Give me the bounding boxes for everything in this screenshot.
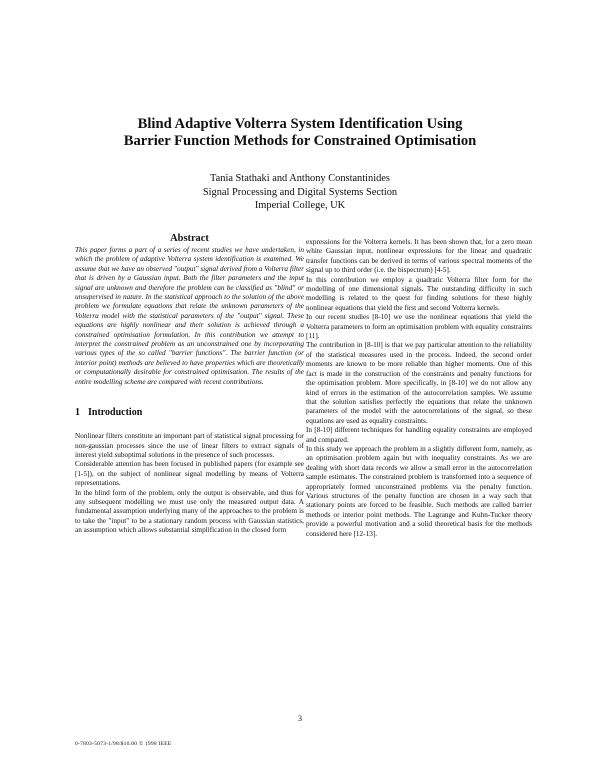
body-paragraph: expressions for the Volterra kernels. It has been shown that, for a zero mean white Gaussian input, nonlinear expressions for the linear and quadratic transfer functions can be derived in terms of various spectral moments of the signal up to third order (i.e. the bispectrum) [4-5].	[306, 238, 532, 275]
section-number: 1	[75, 407, 80, 419]
abstract-heading: Abstract	[170, 233, 209, 244]
body-paragraph: In [8-10] different techniques for handling equality constraints are employed and compared.	[306, 426, 532, 444]
page-number: 3	[298, 714, 302, 723]
author-names: Tania Stathaki and Anthony Constantinides	[210, 173, 390, 184]
intro-paragraph: In the blind form of the problem, only the output is observable, and thus for any subsequent modelling we must use only the measured output data. A fundamental assumption underlying many of the approaches to the problem is to take the "input" to be a stationary random process with Gaussian statistics, an assumption which allows substantial simplification in the closed form	[75, 488, 304, 535]
section-title: Introduction	[88, 407, 143, 419]
paper-title-line-1: Blind Adaptive Volterra System Identification Using	[137, 116, 463, 132]
body-paragraph: In our recent studies [8-10] we use the nonlinear equations that yield the Volterra parameters to form an optimisation problem with equality constraints [11].	[306, 313, 532, 341]
section-heading-introduction	[75, 407, 304, 419]
abstract-body: This paper forms a part of a series of recent studies we have undertaken, in which the problem of adaptive Volterra system identification is examined. We assume that we have an observed "output" signal derived from a Volterra filter that is driven by a Gaussian input. Both the filter parameters and the input signal are unknown and therefore the problem can be classified as "blind" or unsupervised in nature. In the statistical approach to the solution of the above problem we formulate equations that relate the unknown parameters of the Volterra model with the statistical parameters of the "output" signal. These equations are highly nonlinear and their solution is achieved through a constrained optimisation formulation. In this contribution we attempt to interpret the constrained problem as an unconstrained one by incorporating various types of the so called "barrier functions". The barrier function (or interior point) methods are believed to have properties which are theoretically or computationally desirable for constrained optimisation. The results of the entire modelling scheme are compared with recent contributions.	[75, 246, 304, 386]
author-institution: Imperial College, UK	[254, 200, 346, 211]
body-paragraph: The contribution in [8-10] is that we pay particular attention to the reliability of the statistical measures used in the process. Indeed, the second order moments are known to be more reliable than higher moments. One of this fact is made in the construction of the constraints and penalty functions for the optimisation problem. More specifically, in [8-10] we do not allow any kind of errors in the estimation of the autocorrelation samples. We assume that the solution satisfies perfectly the equations that relate the unknown parameters of the model with the autocorrelations of the signal, so these equations are used as equality constraints.	[306, 341, 532, 425]
body-paragraph: In this contribution we employ a quadratic Volterra filter form for the modelling of one dimensional signals. The outstanding difficulty in such modelling is related to the quest for finding solutions for these highly nonlinear equations that yield the first and second Volterra kernels.	[306, 275, 532, 312]
author-block	[0, 172, 600, 213]
intro-paragraph: Considerable attention has been focused in published papers (for example see [1-5]), on the subject of nonlinear signal modelling by means of Volterra representations.	[75, 460, 304, 488]
copyright-footer: 0-7803-5073-1/98/$10.00 © 1998 IEEE	[75, 741, 172, 747]
right-column	[306, 238, 532, 539]
body-paragraph: In this study we approach the problem in a slightly different form, namely, as an optimisation problem again but with inequality constraints. As we are dealing with short data records we allow a small error in the autocorrelation sample estimates. The constrained problem is transformed into a sequence of appropriately formed unconstrained problems via the penalty function. Various structures of the penalty function are chosen in a way such that stationary points are forced to be feasible. Such methods are called barrier methods or interior point methods. The Lagrange and Kuhn-Tucker theory provide a powerful motivation and a solid theoretical basis for the methods considered here [12-13].	[306, 444, 532, 538]
paper-title-line-2: Barrier Function Methods for Constrained Optimisation	[123, 133, 477, 149]
author-affiliation: Signal Processing and Digital Systems Section	[202, 186, 398, 198]
left-column	[75, 233, 304, 536]
intro-paragraph: Nonlinear filters constitute an important part of statistical signal processing for non-gaussian processes since the use of linear filters to extract signals of interest yield suboptimal solutions in the presence of such processes.	[75, 432, 304, 459]
